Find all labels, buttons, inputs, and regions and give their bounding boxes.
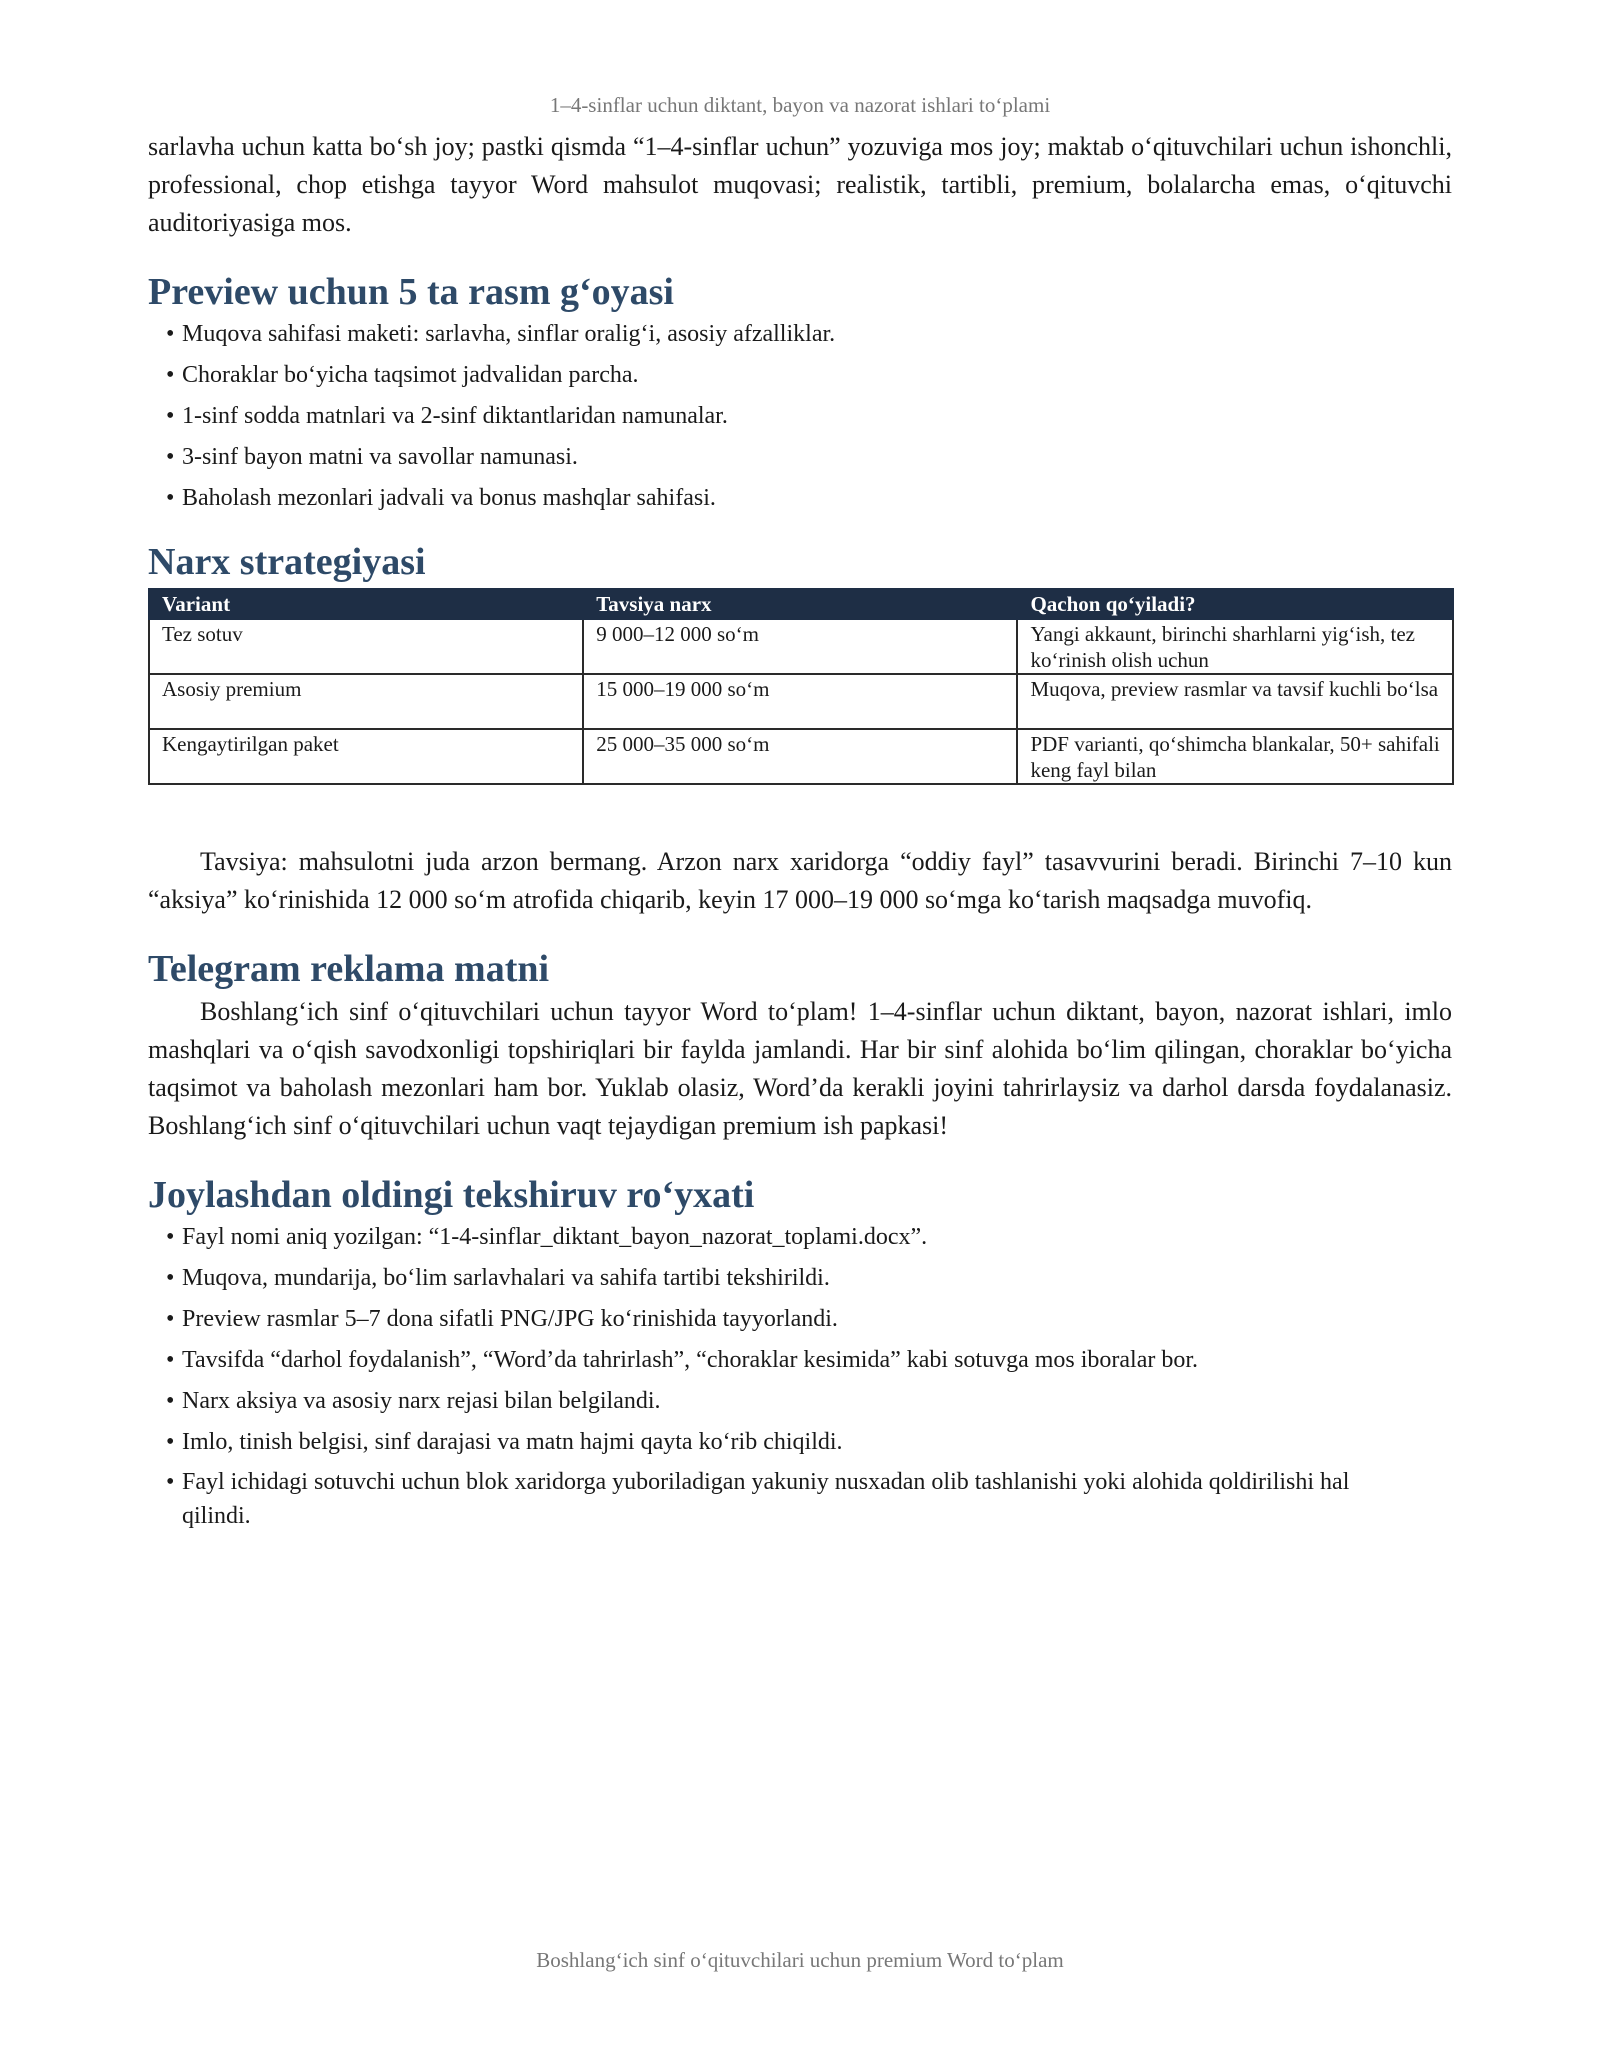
column-header-price: Tavsiya narx xyxy=(583,589,1017,619)
table-cell: 9 000–12 000 so‘m xyxy=(583,619,1017,674)
table-cell: 15 000–19 000 so‘m xyxy=(583,674,1017,729)
checklist-item: • Fayl nomi aniq yozilgan: “1-4-sinflar_diktant_bayon_nazorat_toplami.docx”. xyxy=(166,1219,1452,1255)
column-header-when: Qachon qo‘yiladi? xyxy=(1017,589,1453,619)
checklist xyxy=(148,1219,1452,1533)
table-header-row xyxy=(149,589,1453,619)
table-cell: Kengaytirilgan paket xyxy=(149,729,583,784)
running-footer: Boshlang‘ich sinf o‘qituvchilari uchun premium Word to‘plam xyxy=(536,1948,1064,1972)
table-cell: Yangi akkaunt, birinchi sharhlarni yig‘ish, tez ko‘rinish olish uchun xyxy=(1017,619,1453,674)
checklist-item: • Tavsifda “darhol foydalanish”, “Word’da tahrirlash”, “choraklar kesimida” kabi sotuvga mos iboralar bor. xyxy=(166,1342,1452,1378)
list-item: • Baholash mezonlari jadvali va bonus mashqlar sahifasi. xyxy=(166,480,1452,516)
checklist-item: • Imlo, tinish belgisi, sinf darajasi va matn hajmi qayta ko‘rib chiqildi. xyxy=(166,1424,1452,1460)
telegram-section-title: Telegram reklama matni xyxy=(148,948,550,990)
table-row xyxy=(149,619,1453,674)
telegram-ad-text: Boshlang‘ich sinf o‘qituvchilari uchun tayyor Word to‘plam! 1–4-sinflar uchun diktant, bayon, nazorat ishlari, imlo mashqlari va o‘qish savodxonligi topshiriqlari bir faylda jamlandi. Har bir sinf alohida bo‘lim qilingan, choraklar bo‘yicha taqsimot va baholash mezonlari ham bor. Yuklab olasiz, Word’da kerakli joyini tahrirlaysiz va darhol darsda foydalanasiz. Boshlang‘ich sinf o‘qituvchilari uchun vaqt tejaydigan premium ish papkasi! xyxy=(148,997,1452,1140)
table-cell: Tez sotuv xyxy=(149,619,583,674)
checklist-section-title: Joylashdan oldingi tekshiruv ro‘yxati xyxy=(148,1174,755,1216)
column-header-variant: Variant xyxy=(149,589,583,619)
table-row xyxy=(149,674,1453,729)
table-row xyxy=(149,729,1453,784)
price-recommendation: Tavsiya: mahsulotni juda arzon bermang. Arzon narx xaridorga “oddiy fayl” tasavvurini beradi. Birinchi 7–10 kun “aksiya” ko‘rinishida 12 000 so‘m atrofida chiqarib, keyin 17 000–19 000 so‘mga ko‘tarish maqsadga muvofiq. xyxy=(148,847,1452,914)
checklist-item: • Fayl ichidagi sotuvchi uchun blok xaridorga yuboriladigan yakuniy nusxadan olib tashlanishi yoki alohida qoldirilishi hal qilindi. xyxy=(166,1465,1452,1533)
list-item: • 1-sinf sodda matnlari va 2-sinf diktantlaridan namunalar. xyxy=(166,398,1452,434)
table-cell: Muqova, preview rasmlar va tavsif kuchli bo‘lsa xyxy=(1017,674,1453,729)
list-item: • Choraklar bo‘yicha taqsimot jadvalidan parcha. xyxy=(166,357,1452,393)
table-cell: Asosiy premium xyxy=(149,674,583,729)
list-item: • Muqova sahifasi maketi: sarlavha, sinflar oralig‘i, asosiy afzalliklar. xyxy=(166,316,1452,352)
checklist-item: • Muqova, mundarija, bo‘lim sarlavhalari va sahifa tartibi tekshirildi. xyxy=(166,1260,1452,1296)
intro-paragraph: sarlavha uchun katta bo‘sh joy; pastki qismda “1–4-sinflar uchun” yozuviga mos joy; maktab o‘qituvchilari uchun ishonchli, professional, chop etishga tayyor Word mahsulot muqovasi; realistik, tartibli, premium, bolalarcha emas, o‘qituvchi auditoriyasiga mos. xyxy=(148,132,1452,237)
checklist-item: • Preview rasmlar 5–7 dona sifatli PNG/JPG ko‘rinishida tayyorlandi. xyxy=(166,1301,1452,1337)
checklist-item: • Narx aksiya va asosiy narx rejasi bilan belgilandi. xyxy=(166,1383,1452,1419)
running-header: 1–4-sinflar uchun diktant, bayon va nazorat ishlari to‘plami xyxy=(549,93,1051,117)
preview-section-title: Preview uchun 5 ta rasm g‘oyasi xyxy=(148,271,674,313)
table-cell: PDF varianti, qo‘shimcha blankalar, 50+ sahifali keng fayl bilan xyxy=(1017,729,1453,784)
preview-ideas-list xyxy=(148,316,1452,516)
price-table xyxy=(148,588,1454,785)
price-section-title: Narx strategiyasi xyxy=(148,541,426,583)
table-cell: 25 000–35 000 so‘m xyxy=(583,729,1017,784)
page-content xyxy=(148,128,1452,1538)
list-item: • 3-sinf bayon matni va savollar namunasi. xyxy=(166,439,1452,475)
